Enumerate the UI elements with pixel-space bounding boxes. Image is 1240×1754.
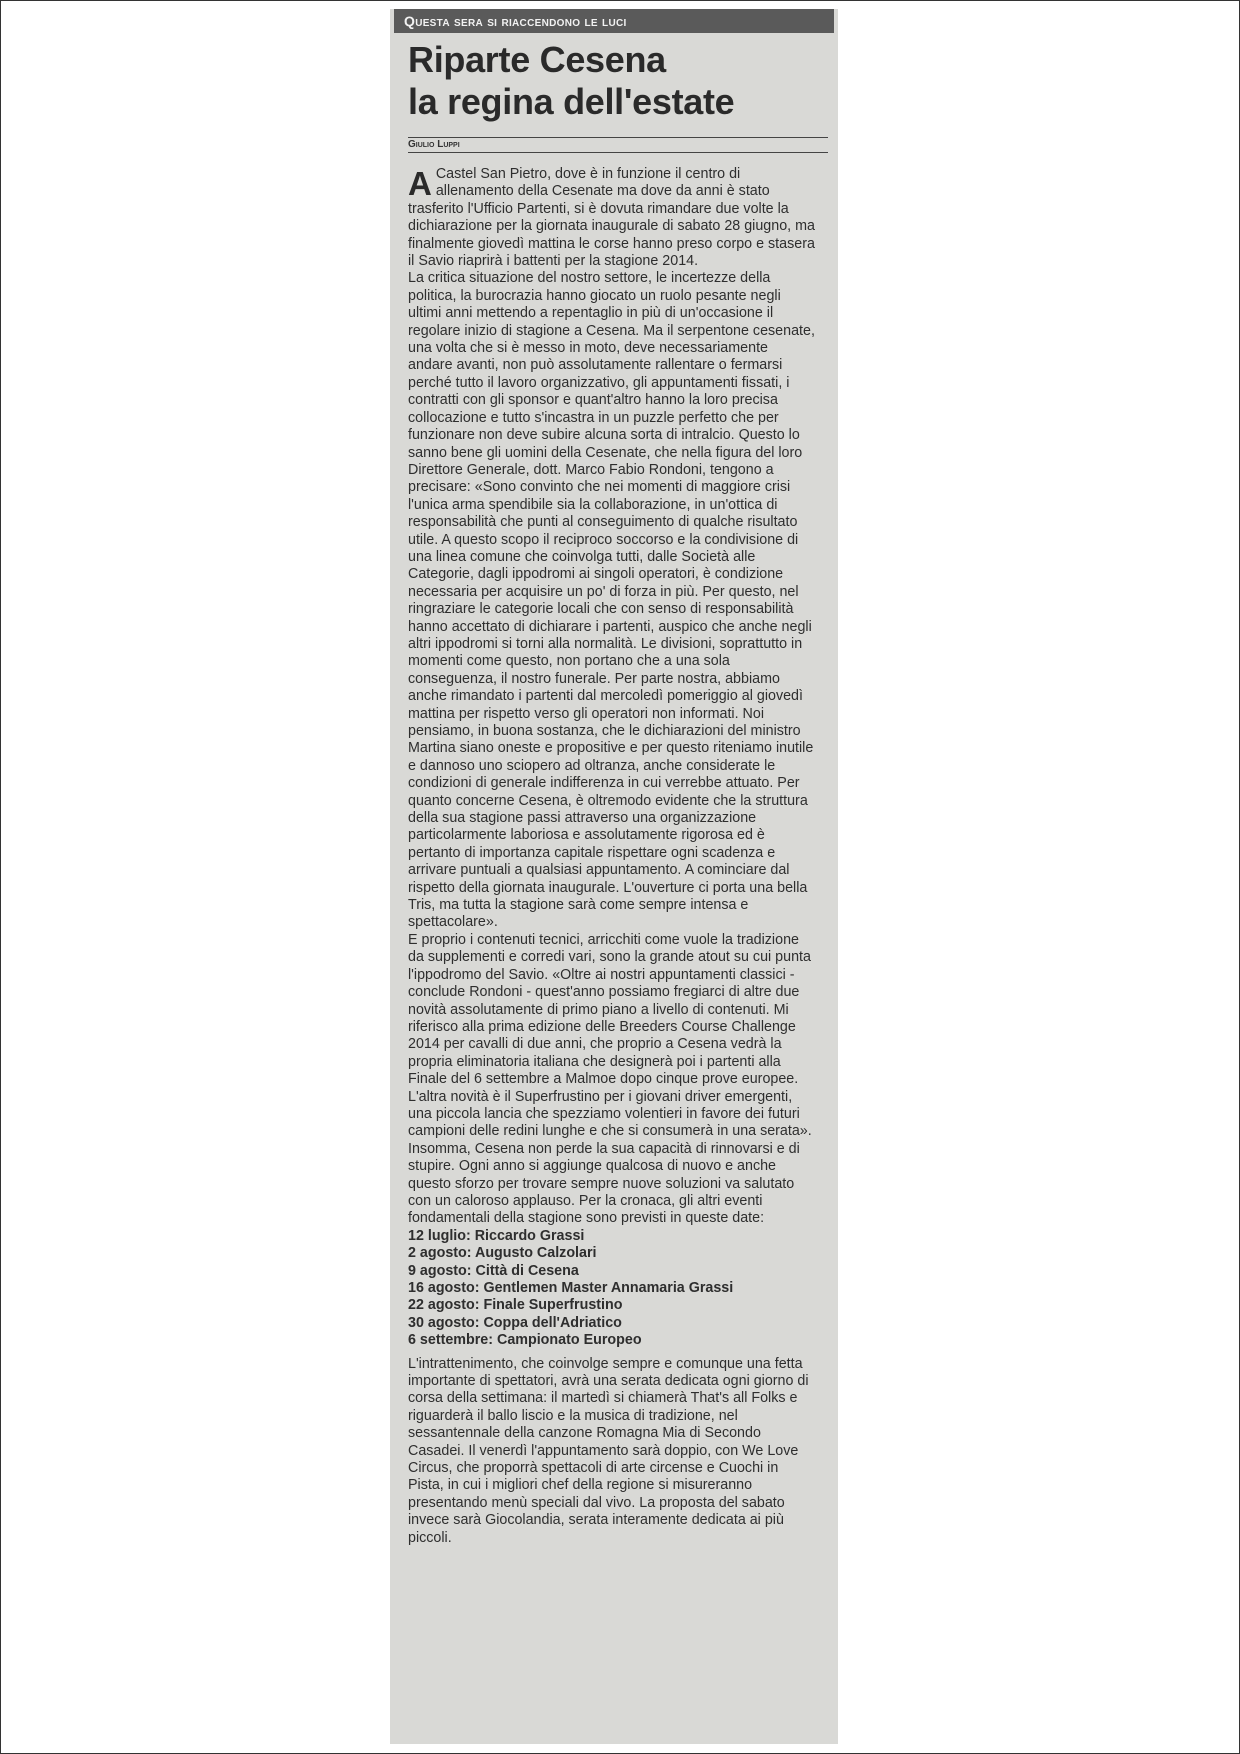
event-item: 30 agosto: Coppa dell'Adriatico <box>408 1314 622 1331</box>
paragraph-2: La critica situazione del nostro settore, le incertezze della politica, la burocrazia hanno giocato un ruolo pesante negli ultimi anni mettendo a repentaglio in più di un'occasione il regolare inizio di stagione a Cesena. Ma il serpentone cesenate, una volta che si è messo in moto, deve necessariamente andare avanti, non può assolutamente rallentare o fermarsi perché tutto il lavoro organizzativo, gli appuntamenti fissati, i contratti con gli sponsor e quant'altro hanno la loro precisa collocazione e tutto s'incastra in un puzzle perfetto che per funzionare non deve subire alcuna sorta di intralcio. Questo lo sanno bene gli uomini della Cesenate, che nella figura del loro Direttore Generale, dott. Marco Fabio Rondoni, tengono a precisare: «Sono convinto che nei momenti di maggiore crisi l'unica arma spendibile sia la collaborazione, in un'ottica di responsabilità che punti al conseguimento di qualche risultato utile. A questo scopo il reciproco soccorso e la condivisione di una linea comune che coinvolga tutti, dalle Società alle Categorie, dagli ippodromi ai singoli operatori, è condizione necessaria per acquisire un po' di forza in più. Per questo, nel ringraziare le categorie locali che con senso di responsabilità hanno accettato di dichiarare i partenti, auspico che anche negli altri ippodromi si torni alla normalità. Le divisioni, soprattutto in momenti come questo, non portano che a una sola conseguenza, il nostro funerale. Per parte nostra, abbiamo anche rimandato i partenti dal mercoledì pomeriggio al giovedì mattina per rispetto verso gli operatori non informati. Noi pensiamo, in buona sostanza, che le dichiarazioni del ministro Martina siano oneste e propositive e per questo riteniamo inutile e dannoso uno sciopero ad oltranza, anche considerate le condizioni di generale indifferenza in cui verrebbe attuato. Per quanto concerne Cesena, è oltremodo evidente che la struttura della sua stagione passi attraverso una organizzazione particolarmente laboriosa e assolutamente rigorosa ed è pertanto di importanza capitale rispettare ogni scadenza e arrivare puntuali a qualsiasi appuntamento. A cominciare dal rispetto della giornata inaugurale. L'ouverture ci porta una bella Tris, ma tutta la stagione sarà come sempre intensa e spettacolare». <box>408 270 815 931</box>
event-item: 9 agosto: Città di Cesena <box>408 1262 579 1279</box>
closing-paragraph: L'intrattenimento, che coinvolge sempre e comunque una fetta importante di spettatori, avrà una serata dedicata ogni giorno di corsa della settimana: il martedì si chiamerà That's all Folks e riguarderà il ballo liscio e la musica di tradizione, nel sessantennale della canzone Romagna Mia di Secondo Casadei. Il venerdì l'appuntamento sarà doppio, con We Love Circus, che proporrà spettacoli di arte circense e Cuochi in Pista, in cui i migliori chef della regione si misureranno presentando menù speciali dal vivo. La proposta del sabato invece sarà Giocolandia, serata interamente dedicata ai più piccoli. <box>408 1355 809 1546</box>
author: Giulio Luppi <box>408 139 460 150</box>
newspaper-clipping <box>390 9 838 1744</box>
paragraph-3: E proprio i contenuti tecnici, arricchiti come vuole la tradizione da supplementi e corredi vari, sono la grande atout su cui punta l'ippodromo del Savio. «Oltre ai nostri appuntamenti classici - conclude Rondoni - quest'anno possiamo fregiarci di altre due novità assolutamente di primo piano a livello di contenuti. Mi riferisco alla prima edizione delle Breeders Course Challenge 2014 per cavalli di due anni, che proprio a Cesena vedrà la propria eliminatoria italiana che designerà poi i partenti alla Finale del 6 settembre a Malmoe dopo cinque prove europee. L'altra novità è il Superfrustino per i giovani driver emergenti, una piccola lancia che spezziamo volentieri in favore dei futuri campioni delle redini lunghe e che si consumerà in una serata». <box>408 931 812 1140</box>
events-list <box>408 1228 816 1350</box>
byline <box>408 137 828 153</box>
headline-line-1: Riparte Cesena <box>408 39 666 80</box>
drop-cap: A <box>408 165 432 202</box>
event-item: 12 luglio: Riccardo Grassi <box>408 1227 585 1244</box>
paragraph-1-text: Castel San Pietro, dove è in funzione il centro di allenamento della Cesenate ma dove da anni è stato trasferito l'Ufficio Partenti, si è dovuta rimandare due volte la dichiarazione per la giornata inaugurale di sabato 28 giugno, ma finalmente giovedì mattina le corse hanno preso corpo e stasera il Savio riaprirà i battenti per la stagione 2014. <box>408 166 815 270</box>
headline <box>408 39 828 123</box>
headline-line-2: la regina dell'estate <box>408 81 735 122</box>
paragraph-4: Insomma, Cesena non perde la sua capacità di rinnovarsi e di stupire. Ogni anno si aggiunge qualcosa di nuovo e anche questo sforzo per trovare sempre nuove soluzioni va salutato con un caloroso applauso. Per la cronaca, gli altri eventi fondamentali della stagione sono previsti in queste date: <box>408 1140 800 1227</box>
event-item: 6 settembre: Campionato Europeo <box>408 1332 642 1349</box>
event-item: 2 agosto: Augusto Calzolari <box>408 1245 597 1262</box>
kicker: Questa sera si riaccendono le luci <box>394 9 834 33</box>
paragraph-1 <box>408 166 816 270</box>
event-item: 16 agosto: Gentlemen Master Annamaria Grassi <box>408 1280 734 1296</box>
event-item: 22 agosto: Finale Superfrustino <box>408 1297 623 1314</box>
article-body <box>408 166 816 1547</box>
